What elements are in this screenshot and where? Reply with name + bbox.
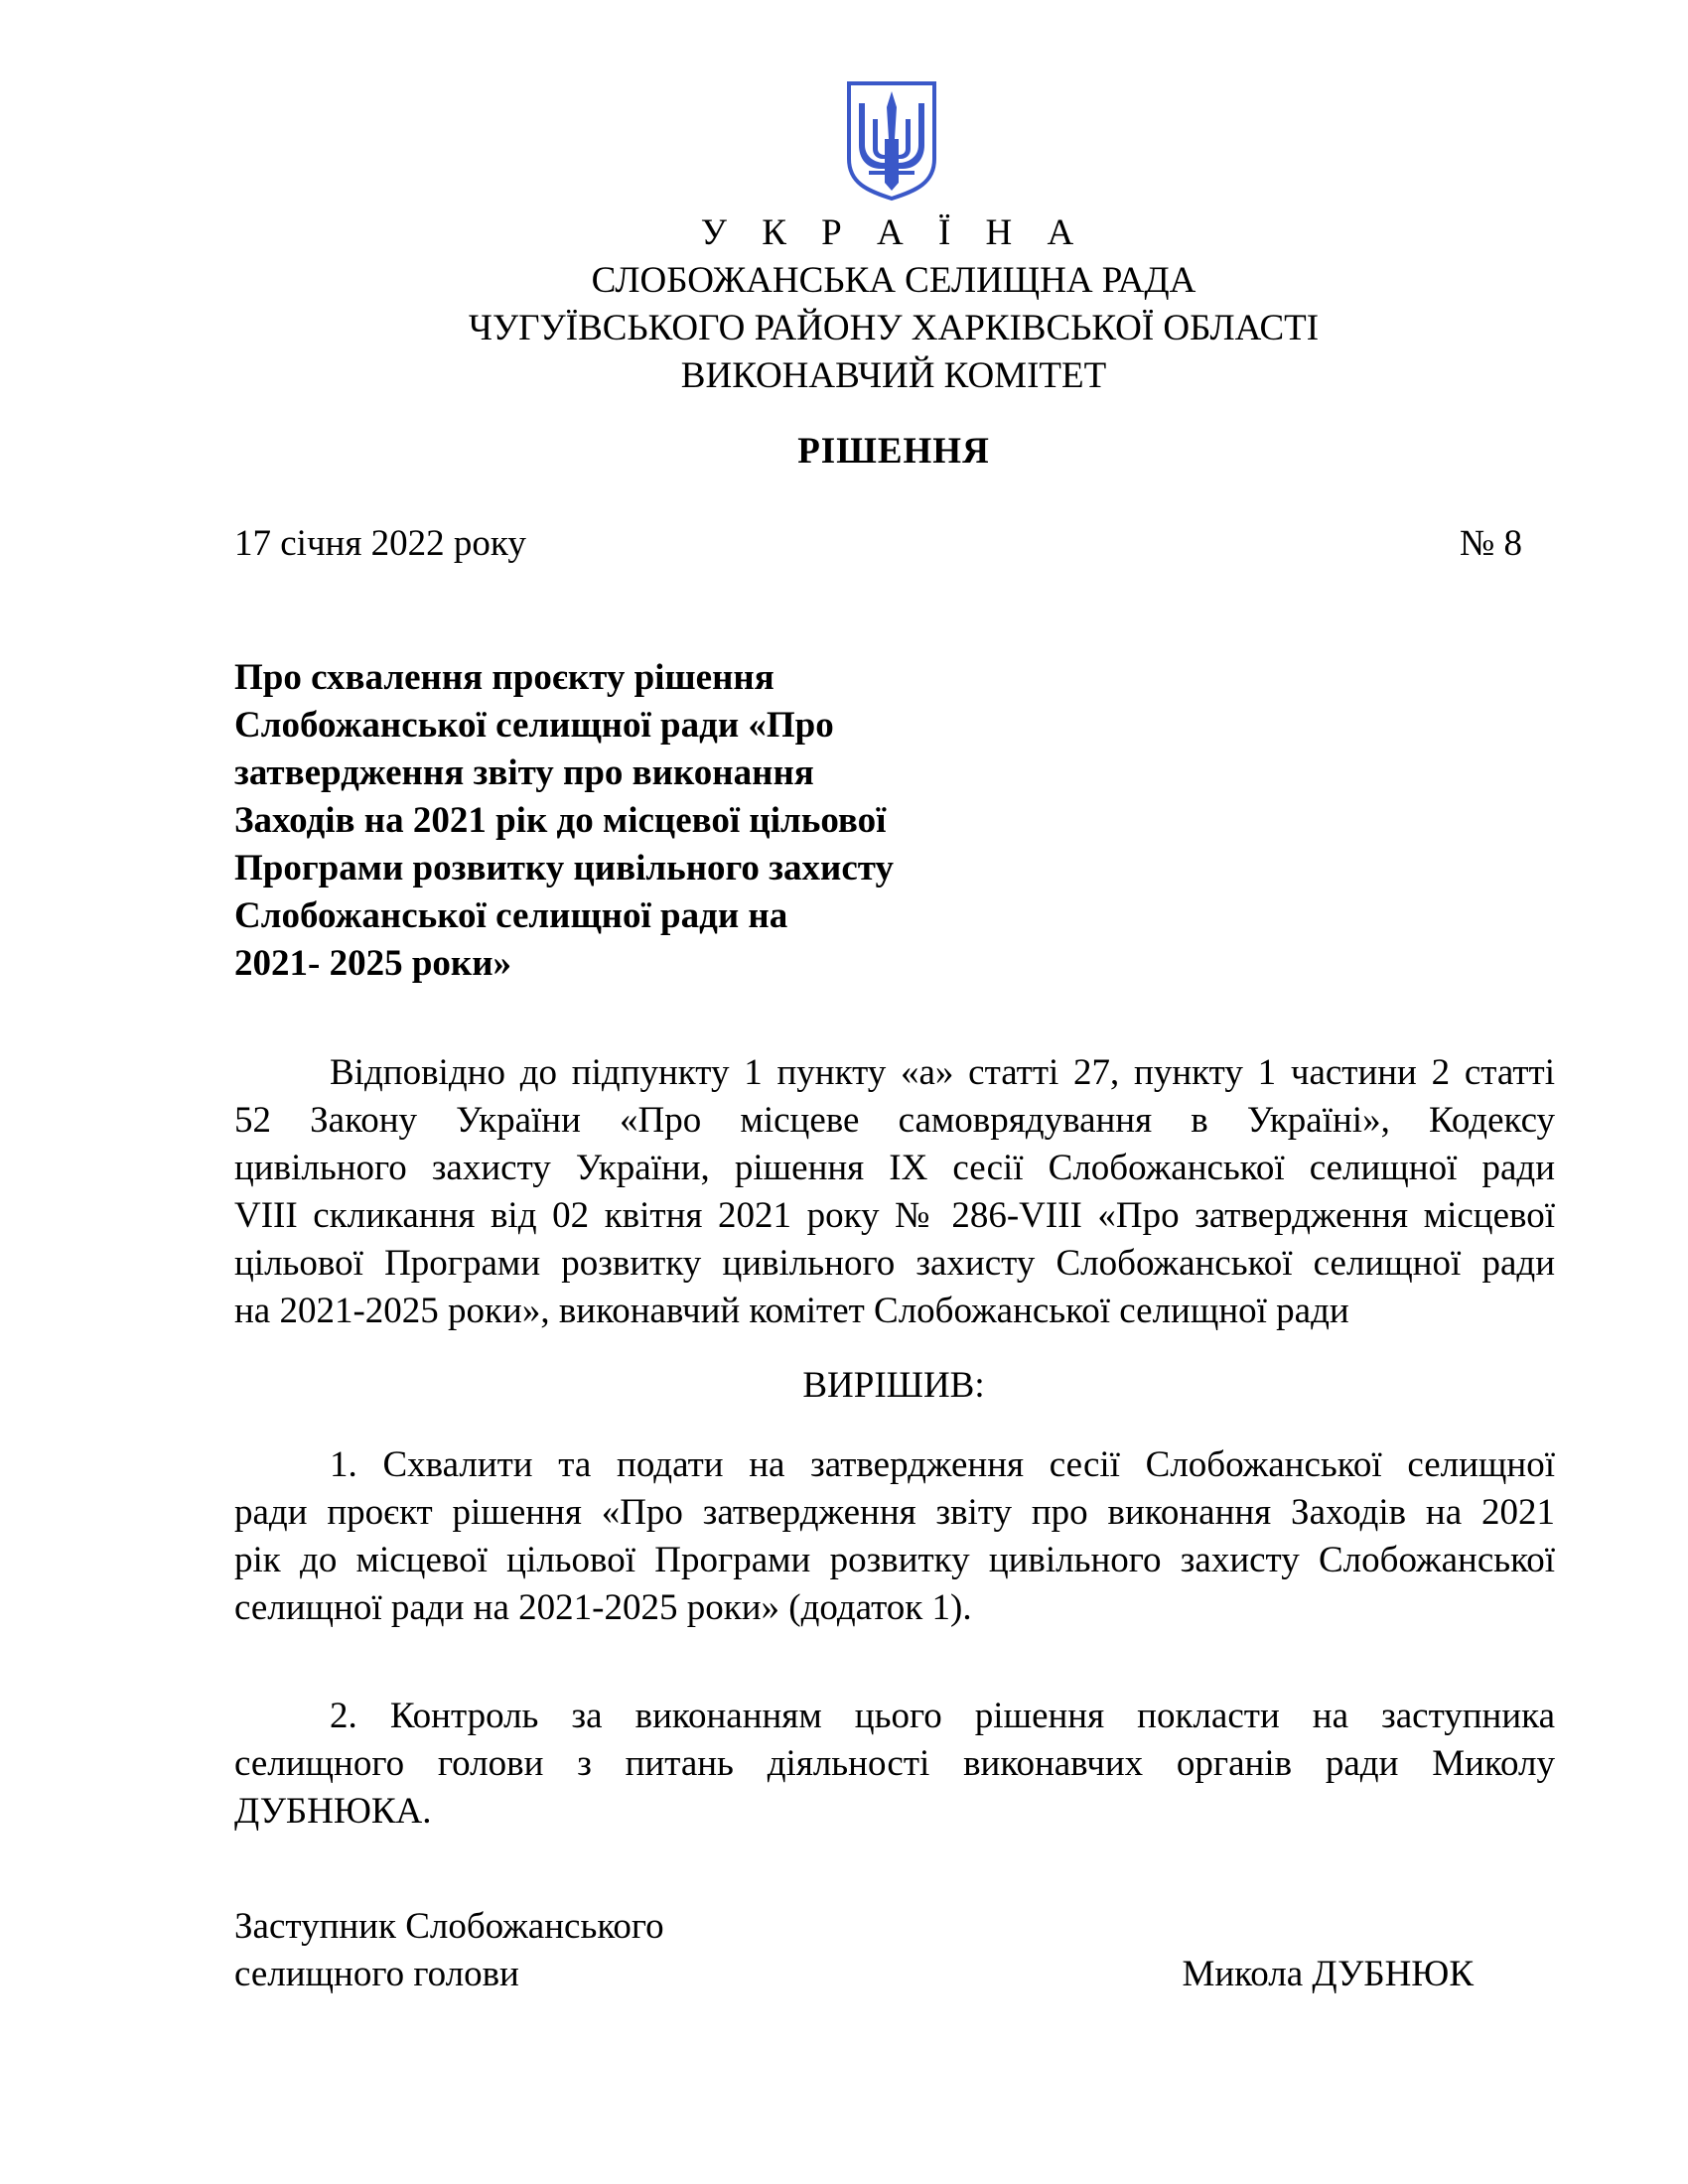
preamble-line: VIII скликання від 02 квітня 2021 року № 286-VIII «Про затвердження місцевої <box>234 1195 1555 1236</box>
document-type: РІШЕННЯ <box>797 431 990 472</box>
preamble-line: на 2021-2025 роки», виконавчий комітет Слобожанської селищної ради <box>234 1291 1349 1331</box>
item-line: 1. Схвалити та подати на затвердження сесії Слобожанської селищної <box>330 1444 1555 1485</box>
document-header <box>298 209 1489 400</box>
subject-line: 2021- 2025 роки» <box>234 943 512 984</box>
signature-position-line: Заступник Слобожанського <box>234 1906 664 1947</box>
coat-of-arms-trident-icon <box>845 79 938 203</box>
header-country: У К Р А Ї Н А <box>700 212 1087 253</box>
document-date: 17 січня 2022 року <box>234 523 526 564</box>
header-council: СЛОБОЖАНСЬКА СЕЛИЩНА РАДА <box>591 260 1196 301</box>
header-district: ЧУГУЇВСЬКОГО РАЙОНУ ХАРКІВСЬКОЇ ОБЛАСТІ <box>468 308 1320 348</box>
item-line: ради проєкт рішення «Про затвердження звіту про виконання Заходів на 2021 <box>234 1492 1555 1533</box>
subject-line: затвердження звіту про виконання <box>234 752 814 793</box>
item-line: рік до місцевої цільової Програми розвитку цивільного захисту Слобожанської <box>234 1540 1555 1580</box>
subject-line: Програми розвитку цивільного захисту <box>234 848 894 888</box>
signer-name: Микола ДУБНЮК <box>1182 1954 1474 1994</box>
signature-position <box>234 1903 664 1998</box>
subject-line: Слобожанської селищної ради на <box>234 895 788 936</box>
subject-line: Заходів на 2021 рік до місцевої цільової <box>234 800 887 841</box>
decision-item-2 <box>234 1693 1555 1836</box>
item-line: 2. Контроль за виконанням цього рішення покласти на заступника <box>330 1696 1555 1736</box>
header-committee: ВИКОНАВЧИЙ КОМІТЕТ <box>680 355 1107 396</box>
preamble-paragraph <box>234 1049 1555 1335</box>
item-line: селищного голови з питань діяльності виконавчих органів ради Миколу <box>234 1743 1555 1784</box>
preamble-line: цільової Програми розвитку цивільного захисту Слобожанської селищної ради <box>234 1243 1555 1284</box>
subject-line: Про схвалення проєкту рішення <box>234 657 774 698</box>
document-subject <box>234 654 989 988</box>
decision-item-1 <box>234 1441 1555 1632</box>
preamble-line: цивільного захисту України, рішення IX сесії Слобожанської селищної ради <box>234 1148 1555 1188</box>
resolved-heading: ВИРІШИВ: <box>802 1365 985 1406</box>
preamble-line: Відповідно до підпункту 1 пункту «а» статті 27, пункту 1 частини 2 статті <box>330 1052 1555 1093</box>
preamble-line: 52 Закону України «Про місцеве самоврядування в Україні», Кодексу <box>234 1100 1555 1141</box>
item-line: ДУБНЮКА. <box>234 1791 432 1832</box>
subject-line: Слобожанської селищної ради «Про <box>234 705 834 746</box>
item-line: селищної ради на 2021-2025 роки» (додаток 1). <box>234 1587 972 1628</box>
signature-position-line: селищного голови <box>234 1954 519 1994</box>
document-number: № 8 <box>1459 523 1522 564</box>
